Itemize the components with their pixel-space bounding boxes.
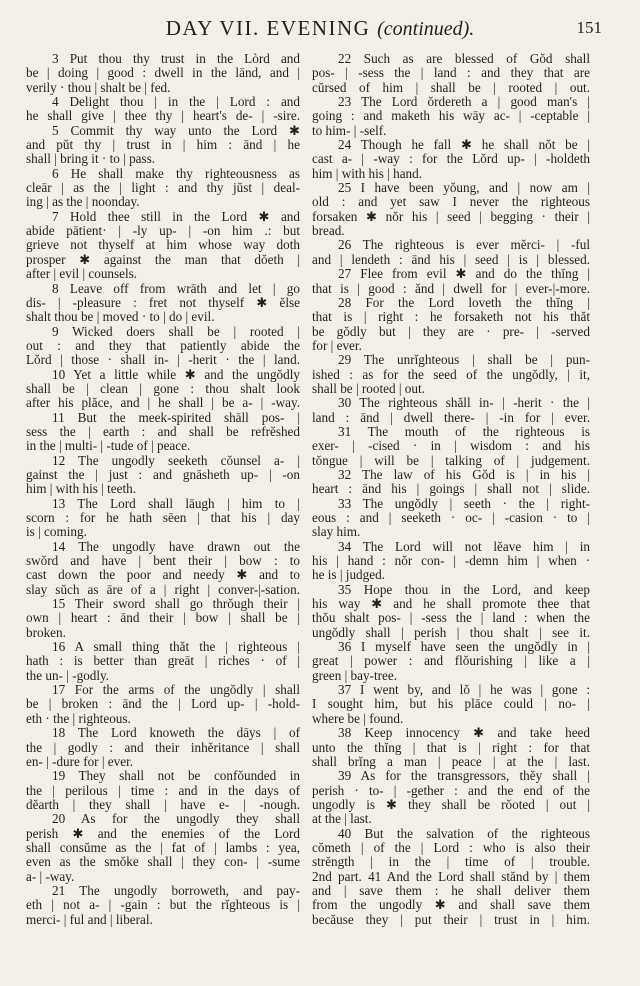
- running-header: [0, 14, 640, 48]
- text-line: shall | bring it · to | pass.: [26, 152, 156, 167]
- text-line: be gŏdly but | they are · pre- | -served: [312, 324, 590, 339]
- text-line: cast down the poor and needy ✱ and to: [26, 568, 300, 583]
- text-line: 37 I went by, and lŏ | he was | gone :: [338, 683, 590, 698]
- text-line: green | bay-tree.: [312, 668, 398, 683]
- text-line: 23 The Lord ŏrdereth a | good man's |: [338, 95, 590, 110]
- text-line: 7 Hold thee still in the Lord ✱ and: [52, 209, 300, 224]
- text-line: verily · thou | shalt be | fed.: [26, 80, 171, 95]
- text-line: 38 Keep innocency ✱ and take heed: [338, 726, 590, 741]
- text-line: is | coming.: [26, 525, 87, 540]
- text-line: he shall give | thee thy | heart's de- | -sire.: [26, 109, 300, 124]
- text-line: at the | last.: [312, 812, 372, 827]
- text-line: abide pātient· | -ly up- | -on him .: but: [26, 224, 300, 239]
- right-column: [312, 52, 590, 927]
- text-line: 11 But the meek-spirited shāll pos- |: [52, 410, 300, 425]
- text-line: perish ✱ and the enemies of the Lord: [26, 826, 300, 841]
- text-line: him | with his | teeth.: [26, 482, 137, 497]
- text-line: broken.: [26, 625, 66, 640]
- text-line: ungŏdly shall | perish | thou shalt | see it.: [312, 625, 590, 640]
- text-line: old : and yet saw I never the righteous: [312, 195, 590, 210]
- text-line: unto the thĭng | that is | right : for that: [312, 740, 590, 755]
- text-line: that is | right : he forsaketh not his thăt: [312, 310, 590, 325]
- text-line: 25 I have been yŏung, and | now am |: [338, 181, 590, 196]
- text-line: eth | not a- | -gain : but the rĭghteous is |: [26, 898, 300, 913]
- text-line: 40 But the salvation of the righteous: [338, 826, 590, 841]
- text-line: eth · the | righteous.: [26, 711, 131, 726]
- text-line: from the ungodly ✱ and shall save them: [312, 898, 590, 913]
- text-line: 10 Yet a little while ✱ and the ungŏdly: [52, 367, 300, 382]
- text-line: 33 The ungŏdly | seeth · the | right-: [338, 496, 590, 511]
- text-line: his | hand : nŏr con- | -demn him | when ·: [312, 554, 590, 569]
- text-line: 39 As for the transgressors, thĕy shall |: [338, 769, 590, 784]
- text-line: the | perilous | time : and in the days of: [26, 783, 300, 798]
- text-line: gainst the | just : and gnāsheth up- | -on: [26, 467, 300, 482]
- text-line: his way ✱ and he shall promote thee that: [312, 597, 590, 612]
- text-line: 8 Leave off from wrāth and let | go: [52, 281, 300, 296]
- text-line: he is | judged.: [312, 568, 385, 583]
- text-line: him | with his | hand.: [312, 166, 423, 181]
- text-line: thŏu shalt pos- | -sess the | land : when the: [312, 611, 590, 626]
- text-line: merci- | ful and | liberal.: [26, 912, 153, 927]
- text-line: 14 The ungodly have drawn out the: [52, 539, 300, 554]
- text-line: 19 They shall not be confŏunded in: [52, 769, 300, 784]
- text-line: going : and maketh his wāy ac- | -ceptable |: [312, 109, 590, 124]
- text-line: in the | multi- | -tude of | peace.: [26, 439, 191, 454]
- text-line: 21 The ungodly borroweth, and pay-: [52, 883, 300, 898]
- text-line: shall brĭng a man | peace | at the | last.: [312, 754, 590, 769]
- text-line: 5 Commit thy way unto the Lord ✱: [52, 123, 300, 138]
- text-line: en- | -dure for | ever.: [26, 754, 134, 769]
- text-line: and | save them : he shall deliver them: [312, 883, 590, 898]
- text-line: perish · to- | -gether : and the end of the: [312, 783, 590, 798]
- text-line: ungodly is ✱ they shall be rŏoted | out |: [312, 797, 590, 812]
- text-line: ing | as the | noonday.: [26, 195, 140, 210]
- text-line: out : and they that patiently abide the: [26, 338, 300, 353]
- text-line: slay sŭch as āre of a | right | conver-|-sation.: [26, 582, 300, 597]
- text-line: slay him.: [312, 525, 361, 540]
- text-line: 15 Their sword shall go thrŏugh their |: [52, 597, 300, 612]
- text-line: the | godly : and their inhĕritance | shall: [26, 740, 300, 755]
- page-number: 151: [576, 18, 602, 37]
- text-line: exer- | -cised · in | wisdom : and his: [312, 439, 590, 454]
- text-line: cŭrsed of him | shall be | rooted | out.: [312, 80, 590, 95]
- text-line: land : ānd | dwell there- | -in for | ever.: [312, 410, 590, 425]
- text-line: that is | good : ănd | dwell for | ever-|-more.: [312, 281, 590, 296]
- text-line: 32 The law of his Gŏd is | in his |: [338, 467, 590, 482]
- left-column: [26, 52, 300, 927]
- text-line: becăuse they | put their | trust in | him.: [312, 912, 590, 927]
- header-subtitle: (continued).: [377, 18, 475, 40]
- text-line: 28 For the Lord loveth the thĭng |: [338, 295, 590, 310]
- text-line: after | evil | counsels.: [26, 267, 138, 282]
- text-line: own | heart : ānd their | bow | shall be |: [26, 611, 300, 626]
- text-line: ished : as for the seed of the ungŏdly, | it,: [312, 367, 590, 382]
- text-line: pos- | -sess the | land : and they that are: [312, 66, 590, 81]
- text-line: 27 Flee from evil ✱ and do the thĭng |: [338, 267, 590, 282]
- text-line: the un- | -godly.: [26, 668, 110, 683]
- text-line: 24 Though he fall ✱ he shall nŏt be |: [338, 138, 590, 153]
- text-line: shall be | rooted | out.: [312, 381, 425, 396]
- text-line: forsaken ✱ nŏr his | seed | begging · their |: [312, 209, 590, 224]
- text-line: heart : ānd his | goings | shall not | slide.: [312, 482, 590, 497]
- text-line: Lŏrd | those · shall in- | -herit · the | land.: [26, 353, 300, 368]
- text-line: tŏngue | will be | talking of | judgement.: [312, 453, 590, 468]
- text-line: 12 The ungodly seeketh cŏunsel a- |: [52, 453, 300, 468]
- text-line: 30 The righteous shăll in- | -herit · the |: [338, 396, 590, 411]
- text-line: prosper ✱ against the man that dŏeth |: [26, 252, 300, 267]
- text-line: a- | -way.: [26, 869, 75, 884]
- text-line: 9 Wicked doers shall be | rooted |: [52, 324, 300, 339]
- text-line: shalt thou be | moved · to | do | evil.: [26, 310, 215, 325]
- text-line: I sought him, but his plāce could | no- |: [312, 697, 590, 712]
- text-line: cleār | as the | light : and thy jŭst | deal-: [26, 181, 300, 196]
- text-line: 3 Put thou thy trust in the Lòrd and: [52, 52, 300, 66]
- text-line: shall consŭme as the | fat of | lambs : yea,: [26, 840, 300, 855]
- text-line: be | doing | good : dwell in the lānd, and |: [26, 66, 300, 81]
- text-line: 35 Hope thou in the Lord, and keep: [338, 582, 590, 597]
- text-line: 26 The righteous is ever mĕrci- | -ful: [338, 238, 590, 253]
- text-line: strĕngth | in the | time of | trouble.: [312, 855, 590, 870]
- text-line: for | ever.: [312, 338, 362, 353]
- text-line: 17 For the arms of the ungŏdly | shall: [52, 683, 300, 698]
- page-title: [0, 16, 640, 41]
- text-line: 20 As for the ungodly they shall: [52, 812, 300, 827]
- text-line: 34 The Lord will not lĕave him | in: [338, 539, 590, 554]
- text-line: bread.: [312, 224, 345, 239]
- text-line: grieve not thyself at him whose way doth: [26, 238, 300, 253]
- text-line: dis- | -pleasure : fret not thyself ✱ ĕlse: [26, 295, 300, 310]
- text-line: scorn : for he hath sēen | that his | day: [26, 511, 300, 525]
- text-line: 2nd part. 41 And the Lord shall stănd by | them: [312, 869, 590, 884]
- text-line: shall be | clean | gone : thou shalt look: [26, 381, 300, 396]
- text-line: 18 The Lord knoweth the dāys | of: [52, 726, 300, 741]
- text-line: 16 A small thing thăt the | righteous |: [52, 640, 300, 655]
- text-line: swŏrd and have | bent their | bow : to: [26, 554, 300, 569]
- text-line: 4 Delight thou | in the | Lord : and: [52, 95, 300, 110]
- text-line: hath : is better than greāt | riches · of |: [26, 654, 300, 669]
- text-line: 13 The Lord shall lāugh | him to |: [52, 496, 300, 511]
- text-line: 36 I myself have seen the ungŏdly in |: [338, 640, 590, 655]
- text-line: to him- | -self.: [312, 123, 387, 138]
- text-line: great | power : and flŏurishing | like a |: [312, 654, 590, 669]
- header-title-text: DAY VII. EVENING: [165, 16, 371, 40]
- text-line: 6 He shall make thy righteousness as: [52, 166, 300, 181]
- text-line: 22 Such as are blessed of Gŏd shall: [338, 52, 590, 66]
- text-line: after his plăce, and | he shall | be a- | -way.: [26, 396, 300, 411]
- text-line: be | broken : ānd the | Lord up- | -hold-: [26, 697, 300, 712]
- text-line: and | lendeth : ānd his | seed | is | blessed.: [312, 252, 590, 267]
- text-line: 29 The unrĭghteous | shall be | pun-: [338, 353, 590, 368]
- text-line: cast a- | -way : for the Lŏrd up- | -holdeth: [312, 152, 590, 167]
- text-line: and pŭt thy | trust in | him : ānd | he: [26, 138, 300, 153]
- text-line: dĕarth | they shall | have e- | -nough.: [26, 797, 300, 812]
- text-line: even as the smŏke shall | they con- | -sume: [26, 855, 300, 870]
- text-line: sess the | earth : and shall be refrĕshed: [26, 424, 300, 439]
- text-line: cŏmeth | of the | Lord : who is also their: [312, 840, 590, 855]
- text-line: where be | found.: [312, 711, 404, 726]
- text-line: eous : and | seeketh · oc- | -casion · to |: [312, 511, 590, 525]
- text-line: 31 The mouth of the righteous is: [338, 424, 590, 439]
